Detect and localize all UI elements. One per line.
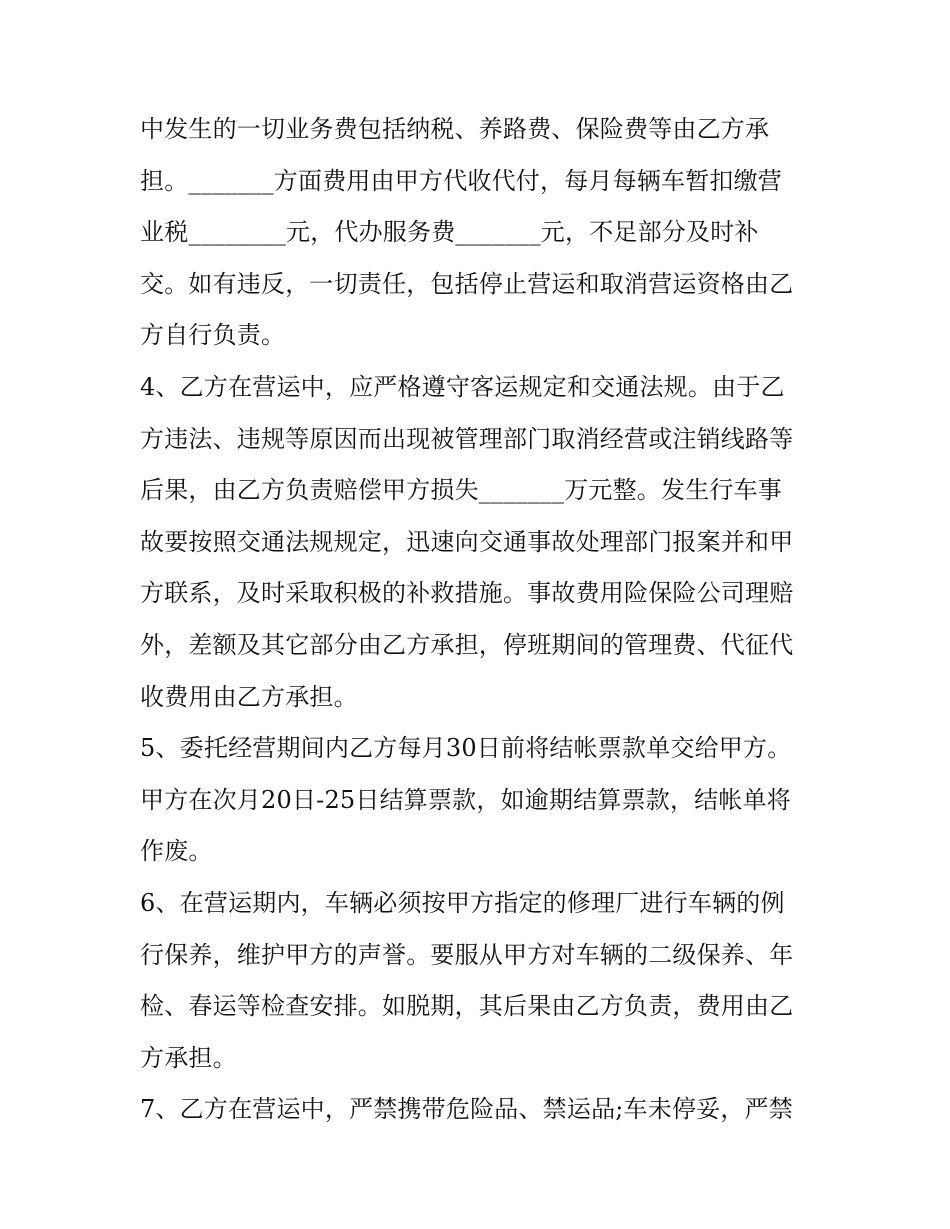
text-line-13: 5、委托经营期间内乙方每月30日前将结帐票款单交给甲方。 (140, 734, 792, 763)
text-line-19: 方承担。 (140, 1043, 237, 1072)
text-line-16: 6、在营运期内，车辆必须按甲方指定的修理厂进行车辆的例 (140, 888, 785, 917)
text-line-12: 收费用由乙方承担。 (140, 682, 358, 711)
text-line-4: 交。如有违反，一切责任，包括停止营运和取消营运资格由乙 (140, 269, 794, 298)
text-line-9: 故要按照交通法规规定，迅速向交通事故处理部门报案并和甲 (140, 527, 794, 556)
text-line-2: 担。_______方面费用由甲方代收代付，每月每辆车暂扣缴营 (140, 166, 782, 195)
text-line-8: 后果，由乙方负责赔偿甲方损失_______万元整。发生行车事 (140, 476, 782, 505)
text-line-18: 检、春运等检查安排。如脱期，其后果由乙方负责，费用由乙 (140, 992, 794, 1021)
text-line-15: 作废。 (140, 837, 213, 866)
text-line-5: 方自行负责。 (140, 321, 286, 350)
document-body (140, 104, 830, 1136)
text-line-6: 4、乙方在营运中，应严格遵守客运规定和交通法规。由于乙 (140, 372, 785, 401)
text-line-1: 中发生的一切业务费包括纳税、养路费、保险费等由乙方承 (140, 115, 770, 143)
text-line-7: 方违法、违规等原因而出现被管理部门取消经营或注销线路等 (140, 424, 794, 453)
text-line-11: 外，差额及其它部分由乙方承担，停班期间的管理费、代征代 (140, 630, 794, 659)
text-line-17: 行保养，维护甲方的声誉。要服从甲方对车辆的二级保养、年 (140, 940, 794, 969)
text-line-20: 7、乙方在营运中，严禁携带危险品、禁运品;车未停妥，严禁 (140, 1095, 793, 1124)
text-line-3: 业税________元，代办服务费_______元，不足部分及时补 (140, 218, 759, 247)
text-line-10: 方联系，及时采取积极的补救措施。事故费用险保险公司理赔 (140, 579, 794, 608)
text-line-14: 甲方在次月20日-25日结算票款，如逾期结算票款，结帐单将 (140, 785, 791, 814)
